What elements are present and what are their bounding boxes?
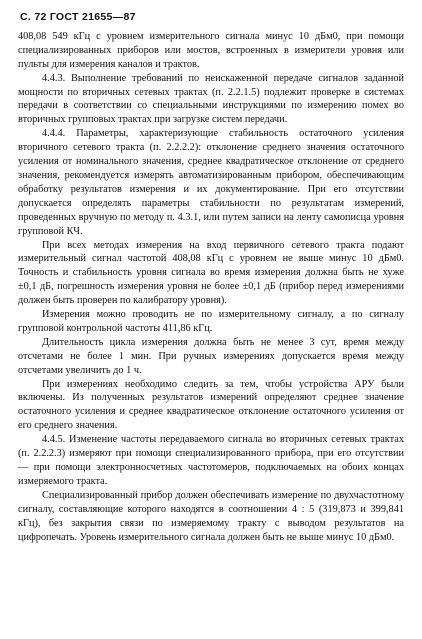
paragraph-measurement-methods: При всех методах измерения на вход первичного сетевого тракта подают измерительный сигнал частотой 408,08 кГц с уровнем не выше минус 10 дБм0. Точность и стабильность уровня сигнала во время измерения должна быть не хуже ±0,1 дБ, погрешность измерения уровня не более ±0,1 дБ (прибор перед измерениями должен быть проверен по калибратору уровня).: [18, 239, 404, 307]
paragraph-cycle-duration: Длительность цикла измерения должна быть не менее 3 сут, время между отсчетами не более 1 мин. При ручных измерениях допускается время между отсчетами увеличить до 1 ч.: [18, 336, 404, 376]
page-header: С. 72 ГОСТ 21655—87: [20, 11, 136, 23]
paragraph-specialized-device: Специализированный прибор должен обеспечивать измерение по двухчастотному сигналу, составляющие которого находятся в соотношении 4 : 5 (319,873 и 399,841 кГц), без закрытия связи по измеряемому тракту с выводом результатов на цифропечать. Уровень измерительного сигнала должен быть не выше минус 10 дБм0.: [18, 489, 404, 543]
paragraph-aru: При измерениях необходимо следить за тем, чтобы устройства АРУ были включены. Из полученных результатов измерений определяют среднее значение остаточного усиления и среднее квадратическое отклонение остаточного усиления от его среднего значения.: [18, 378, 404, 432]
paragraph-4-4-4: 4.4.4. Параметры, характеризующие стабильность остаточного усиления вторичного сетевого тракта (п. 2.2.2.2): отклонение среднего значения остаточного усиления от номинального значения, среднее квадратическое отклонение от среднего значения, рекомендуется измерять автоматизированным прибором, обеспечивающим обработку результатов измерения и их документирование. При его отсутствии допускается определять параметры стабильности по результатам измерений, проведенных вручную по методу п. 4.3.1, или путем записи на ленту самописца уровня групповой КЧ.: [18, 128, 404, 237]
paragraph-4-4-3: 4.4.3. Выполнение требований по неискаженной передаче сигналов заданной мощности по вторичных сетевых трактах (п. 2.2.1.5) подлежит проверке в системах передачи в соответствии со специальными инструкциями по измерению помех во вторичных групповых трактах при загрузке систем передачи.: [18, 72, 404, 126]
paragraph-control-frequency: Измерения можно проводить не по измерительному сигналу, а по сигналу групповой контрольной частоты 411,86 кГц.: [18, 309, 404, 334]
paragraph-4-4-5: 4.4.5. Изменение частоты передаваемого сигнала во вторичных сетевых трактах (п. 2.2.2.3) измеряют при помощи специализированного прибора, при его отсутствии — при помощи электронносчетных частотомеров, подключаемых на обоих концах измеряемого тракта.: [18, 434, 404, 487]
paragraph-continuation: 408,08 549 кГц с уровнем измерительного сигнала минус 10 дБм0, при помощи специализированных приборов или мостов, встроенных в измерители уровня или пульты для измерения каналов и трактов.: [18, 30, 404, 70]
